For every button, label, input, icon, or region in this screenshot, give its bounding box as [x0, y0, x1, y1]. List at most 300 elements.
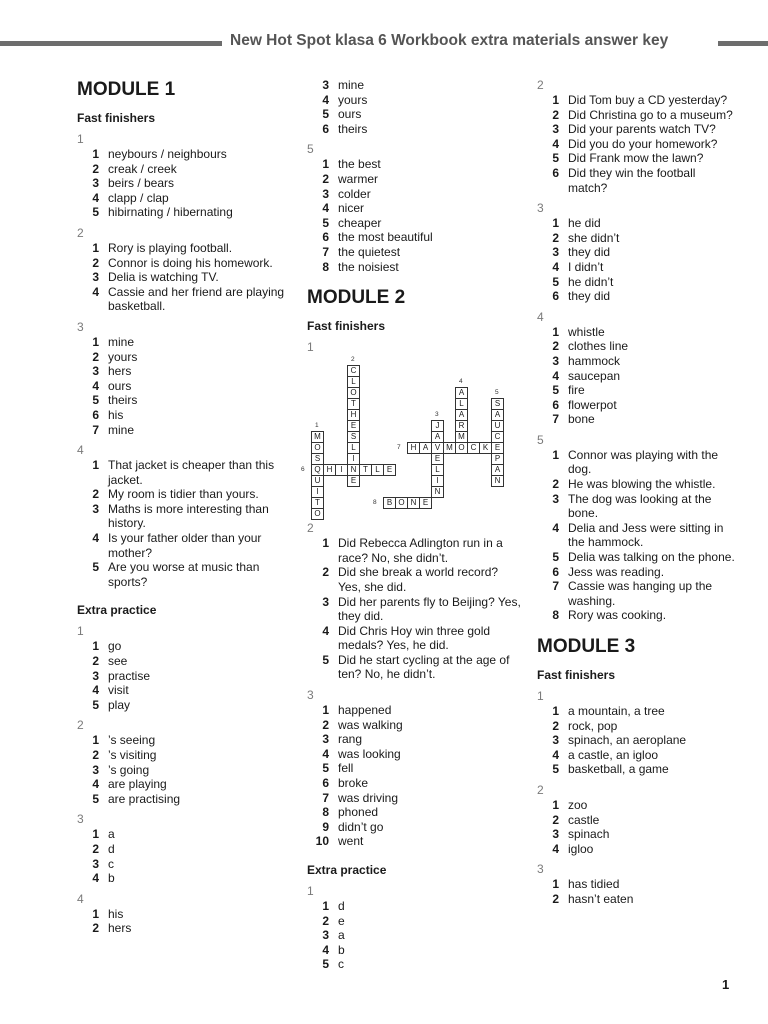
answer-item [77, 683, 287, 698]
crossword-clue-number: 3 [435, 411, 439, 419]
answer-item [537, 579, 737, 608]
answer-text: went [338, 834, 364, 849]
answer-number: 4 [92, 777, 99, 792]
answer-item [77, 379, 287, 394]
fast-finishers-label: Fast finishers [307, 319, 386, 334]
answer-text: clothes line [568, 339, 629, 354]
answer-item [537, 231, 737, 246]
answer-text: spinach, an aeroplane [568, 733, 687, 748]
answer-list [77, 241, 287, 314]
crossword-cell: J [431, 420, 444, 432]
crossword-cell: E [419, 497, 432, 509]
answer-text: d [338, 899, 345, 913]
answer-number: 6 [552, 289, 559, 304]
answer-number: 2 [322, 565, 329, 580]
exercise-number: 5 [307, 142, 314, 157]
answer-text: go [108, 639, 122, 654]
answer-text: e [338, 913, 345, 928]
answer-number: 5 [92, 791, 99, 806]
answer-number: 3 [552, 122, 559, 137]
answer-list [77, 733, 287, 806]
answer-list [307, 157, 522, 274]
answer-item [537, 151, 737, 166]
answer-number: 4 [322, 201, 329, 216]
answer-number: 4 [92, 378, 99, 393]
answer-item [537, 704, 737, 719]
answer-text: visit [108, 683, 129, 698]
answer-item [537, 93, 737, 108]
answer-item [537, 477, 737, 492]
answer-number: 1 [92, 906, 99, 921]
answer-item [537, 260, 737, 275]
answer-list [77, 827, 287, 885]
answer-number: 3 [92, 176, 99, 191]
crossword-cell: I [311, 486, 324, 498]
crossword-cell: H [323, 464, 336, 476]
answer-item [77, 408, 287, 423]
answer-text: ours [338, 107, 362, 122]
answer-number: 3 [322, 594, 329, 609]
answer-number: 1 [552, 704, 559, 718]
answer-item [537, 762, 737, 777]
answer-number: 5 [92, 393, 99, 408]
answer-text: d [108, 841, 115, 856]
crossword-cell: K [479, 442, 492, 454]
crossword-cell: L [431, 464, 444, 476]
answer-text: The dog was looking at the bone. [568, 491, 712, 521]
answer-list [537, 216, 737, 304]
page-number: 1 [722, 977, 730, 992]
answer-text: igloo [568, 841, 594, 856]
answer-number: 3 [92, 668, 99, 683]
exercise-number: 4 [77, 443, 84, 458]
exercise-number: 2 [537, 782, 544, 797]
answer-number: 1 [552, 797, 559, 812]
answer-item [537, 892, 737, 907]
answer-number: 1 [92, 334, 99, 349]
answer-text: rang [338, 732, 363, 747]
answer-text: Delia and Jess were sitting in the hammock. [568, 520, 724, 550]
answer-text: he did [568, 216, 601, 231]
answer-item [307, 899, 522, 914]
answer-list [537, 93, 737, 195]
crossword-cell: L [347, 442, 360, 454]
answer-number: 2 [92, 748, 99, 762]
answer-text: beirs / bears [108, 176, 175, 191]
answer-item [307, 747, 522, 762]
answer-number: 2 [92, 841, 99, 856]
crossword-cell: L [371, 464, 384, 476]
exercise-number: 1 [77, 132, 84, 146]
answer-text: ours [108, 378, 132, 393]
answer-number: 2 [322, 717, 329, 732]
answer-text: they did [568, 245, 611, 260]
answer-text: hers [108, 364, 132, 379]
answer-list [307, 899, 522, 972]
answer-item [307, 624, 522, 653]
answer-text: didn’t go [338, 819, 384, 834]
crossword-cell: T [311, 497, 324, 509]
answer-text: flowerpot [568, 397, 617, 412]
crossword-cell: N [431, 486, 444, 498]
answer-number: 6 [552, 165, 559, 180]
answer-text: b [108, 871, 115, 886]
answer-number: 1 [92, 147, 99, 161]
answer-text: cheaper [338, 215, 382, 230]
answer-item [307, 805, 522, 820]
answer-text: ’s visiting [108, 748, 157, 762]
answer-number: 3 [322, 186, 329, 201]
answer-item [77, 285, 287, 314]
crossword-cell: H [407, 442, 420, 454]
answer-number: 1 [92, 639, 99, 654]
answer-list [537, 448, 737, 623]
crossword-clue-number: 1 [315, 422, 319, 430]
answer-number: 5 [92, 205, 99, 220]
answer-number: 6 [552, 564, 559, 579]
crossword-cell: E [347, 475, 360, 487]
answer-item [537, 492, 737, 521]
answer-text: yours [108, 349, 138, 364]
answer-text: she didn’t [568, 230, 620, 245]
answer-text: are playing [108, 777, 167, 792]
answer-number: 1 [322, 536, 329, 551]
answer-list [77, 907, 287, 936]
answer-text: are practising [108, 791, 181, 806]
answer-item [537, 448, 737, 477]
exercise-number: 4 [77, 891, 84, 906]
crossword-cell: S [347, 431, 360, 443]
answer-item [537, 565, 737, 580]
answer-text: has tidied [568, 877, 620, 892]
crossword-cell: O [311, 508, 324, 520]
answer-text: Did she break a world record? Yes, she did. [338, 565, 499, 594]
answer-item [307, 201, 522, 216]
answer-number: 5 [322, 761, 329, 776]
answer-number: 3 [322, 928, 329, 943]
answer-text: hammock [568, 353, 621, 368]
answer-number: 1 [92, 733, 99, 748]
answer-number: 6 [322, 776, 329, 791]
answer-list [307, 78, 522, 136]
answer-number: 4 [552, 747, 559, 762]
answer-item [537, 369, 737, 384]
crossword-clue-number: 8 [373, 499, 377, 507]
answer-item [307, 260, 522, 275]
answer-item [77, 335, 287, 350]
crossword-cell: C [467, 442, 480, 454]
answer-text: a castle, an igloo [568, 747, 659, 762]
answer-number: 5 [92, 560, 99, 575]
answer-item [307, 776, 522, 791]
answer-item [307, 172, 522, 187]
answer-item [77, 393, 287, 408]
answer-text: see [108, 654, 128, 669]
answer-number: 3 [92, 762, 99, 777]
answer-number: 2 [552, 230, 559, 245]
answer-list [307, 536, 522, 682]
answer-item [537, 748, 737, 763]
answer-list [537, 877, 737, 906]
answer-text: Did Frank mow the lawn? [568, 151, 704, 166]
answer-text: Connor is doing his homework. [108, 255, 273, 270]
answer-item [307, 565, 522, 594]
answer-item [77, 241, 287, 256]
crossword-cell: P [491, 453, 504, 465]
answer-item [77, 792, 287, 807]
answer-number: 10 [315, 834, 329, 849]
answer-text: creak / creek [108, 161, 177, 176]
answer-item [537, 412, 737, 427]
answer-item [537, 289, 737, 304]
exercise-number: 3 [77, 319, 84, 334]
answer-text: a [338, 928, 345, 943]
crossword-cell: M [311, 431, 324, 443]
answer-item [307, 595, 522, 624]
answer-item [537, 798, 737, 813]
answer-item [77, 162, 287, 177]
answer-number: 4 [92, 531, 99, 546]
crossword-cell: E [383, 464, 396, 476]
answer-text: mine [108, 422, 135, 437]
answer-text: was driving [338, 790, 399, 805]
crossword-cell: R [455, 420, 468, 432]
crossword-clue-number: 7 [397, 444, 401, 452]
answer-number: 4 [322, 942, 329, 957]
exercise-number: 3 [307, 688, 314, 703]
answer-number: 6 [322, 230, 329, 245]
answer-item [307, 93, 522, 108]
answer-item [537, 813, 737, 828]
answer-number: 5 [552, 151, 559, 166]
answer-item [307, 718, 522, 733]
answer-text: Did Tom buy a CD yesterday? [568, 93, 728, 107]
answer-number: 4 [322, 746, 329, 761]
answer-number: 2 [322, 171, 329, 186]
answer-item [77, 458, 287, 487]
answer-text: saucepan [568, 368, 621, 383]
crossword-grid [283, 355, 523, 519]
answer-text: was walking [338, 717, 403, 732]
answer-text: a mountain, a tree [568, 704, 665, 718]
answer-item [307, 216, 522, 231]
answer-text: fell [338, 761, 354, 776]
answer-item [537, 166, 737, 195]
answer-text: clapp / clap [108, 190, 169, 205]
answer-item [537, 354, 737, 369]
answer-text: hers [108, 921, 132, 936]
answer-text: Cassie and her friend are playing basketball. [108, 284, 285, 314]
crossword-cell: A [431, 431, 444, 443]
answer-text: his [108, 906, 124, 921]
answer-text: Did Chris Hoy win three gold medals? Yes, he did. [338, 623, 491, 653]
exercise-number: 5 [537, 432, 544, 447]
answer-item [77, 669, 287, 684]
exercise-number: 3 [77, 812, 84, 827]
answer-text: c [108, 856, 114, 871]
answer-number: 8 [322, 805, 329, 820]
answer-number: 2 [92, 654, 99, 669]
answer-item [537, 877, 737, 892]
answer-number: 5 [552, 762, 559, 777]
crossword-cell: T [347, 398, 360, 410]
answer-text: That jacket is cheaper than this jacket. [108, 458, 275, 487]
answer-text: Did they win the football match? [568, 165, 696, 195]
answer-item [77, 502, 287, 531]
answer-item [307, 107, 522, 122]
answer-text: Delia was talking on the phone. [568, 550, 735, 565]
answer-text: zoo [568, 797, 588, 812]
header-rule-left [0, 41, 222, 46]
column-left [77, 78, 287, 936]
answer-text: b [338, 942, 345, 957]
answer-number: 1 [322, 157, 329, 172]
answer-text: neybours / neighbours [108, 147, 227, 161]
answer-item [537, 827, 737, 842]
crossword-cell: Q [311, 464, 324, 476]
exercise-number: 1 [537, 689, 544, 703]
answer-item [307, 245, 522, 260]
answer-number: 1 [92, 827, 99, 842]
crossword-cell: O [311, 442, 324, 454]
crossword-cell: A [491, 464, 504, 476]
crossword-cell: M [455, 431, 468, 443]
answer-item [537, 608, 737, 623]
answer-text: theirs [338, 121, 368, 136]
answer-item [77, 487, 287, 502]
answer-number: 1 [552, 877, 559, 892]
crossword-cell: N [491, 475, 504, 487]
crossword-cell: O [455, 442, 468, 454]
crossword-cell: A [491, 409, 504, 421]
answer-item [537, 137, 737, 152]
crossword-cell: N [407, 497, 420, 509]
answer-number: 4 [92, 190, 99, 205]
answer-list [537, 798, 737, 856]
exercise-number: 1 [307, 884, 314, 898]
crossword-cell: H [347, 409, 360, 421]
answer-number: 4 [322, 623, 329, 638]
answer-text: hasn’t eaten [568, 891, 634, 906]
crossword-cell: S [311, 453, 324, 465]
answer-number: 7 [322, 244, 329, 259]
answer-item [307, 536, 522, 565]
answer-item [77, 531, 287, 560]
answer-list [77, 639, 287, 712]
answer-item [77, 256, 287, 271]
answer-number: 2 [552, 339, 559, 354]
answer-text: Maths is more interesting than history. [108, 501, 269, 531]
answer-text: Connor was playing with the dog. [568, 447, 719, 477]
answer-item [77, 364, 287, 379]
answer-text: broke [338, 776, 369, 791]
crossword-cell: C [491, 431, 504, 443]
answer-number: 4 [322, 92, 329, 107]
answer-text: Rory is playing football. [108, 240, 233, 255]
answer-item [307, 791, 522, 806]
answer-number: 1 [552, 447, 559, 462]
answer-item [307, 914, 522, 929]
crossword-clue-number: 2 [351, 356, 355, 364]
answer-number: 3 [92, 856, 99, 871]
crossword-cell: S [491, 398, 504, 410]
answer-item [307, 943, 522, 958]
answer-text: Did Rebecca Adlington run in a race? No, she didn’t. [338, 536, 503, 565]
answer-number: 3 [552, 245, 559, 260]
answer-number: 5 [92, 697, 99, 712]
exercise-number: 1 [307, 340, 314, 355]
answer-number: 2 [92, 921, 99, 936]
answer-text: bone [568, 412, 595, 427]
answer-list [307, 703, 522, 849]
answer-item [77, 639, 287, 654]
answer-list [77, 147, 287, 220]
answer-text: phoned [338, 805, 379, 820]
answer-item [307, 122, 522, 137]
answer-text: the best [338, 157, 381, 172]
answer-item [77, 423, 287, 438]
answer-number: 3 [322, 78, 329, 92]
column-middle [301, 78, 522, 972]
answer-item [307, 78, 522, 93]
answer-number: 3 [552, 733, 559, 748]
answer-text: Is your father older than your mother? [108, 531, 262, 560]
crossword-cell: I [347, 453, 360, 465]
answer-text: Did he start cycling at the age of ten? No, he didn’t. [338, 652, 510, 682]
answer-item [77, 763, 287, 778]
answer-text: Did her parents fly to Beijing? Yes, they did. [338, 594, 521, 624]
answer-number: 5 [552, 383, 559, 398]
answer-text: My room is tidier than yours. [108, 487, 259, 502]
answer-number: 4 [552, 368, 559, 383]
answer-text: play [108, 697, 131, 712]
extra-practice-label: Extra practice [307, 863, 387, 877]
answer-text: practise [108, 668, 151, 683]
crossword-cell: U [491, 420, 504, 432]
answer-text: c [338, 957, 344, 972]
fast-finishers-label: Fast finishers [77, 111, 156, 125]
answer-text: a [108, 827, 115, 842]
crossword-cell: A [419, 442, 432, 454]
header-rule-right [718, 41, 768, 46]
answer-number: 4 [552, 259, 559, 274]
answer-item [307, 928, 522, 943]
answer-text: mine [338, 78, 365, 92]
crossword-clue-number: 6 [301, 466, 305, 474]
answer-item [307, 820, 522, 835]
answer-number: 8 [552, 608, 559, 623]
answer-text: the most beautiful [338, 230, 433, 245]
answer-number: 3 [92, 501, 99, 516]
exercise-number: 1 [77, 624, 84, 639]
answer-number: 1 [552, 93, 559, 107]
answer-item [307, 157, 522, 172]
answer-item [77, 270, 287, 285]
exercise-number: 3 [537, 201, 544, 216]
answer-number: 2 [92, 349, 99, 364]
answer-number: 2 [552, 718, 559, 733]
crossword-cell: T [359, 464, 372, 476]
answer-number: 9 [322, 819, 329, 834]
answer-item [77, 654, 287, 669]
answer-number: 2 [552, 891, 559, 906]
answer-number: 2 [92, 487, 99, 502]
answer-item [77, 921, 287, 936]
answer-text: warmer [338, 171, 379, 186]
answer-item [307, 230, 522, 245]
answer-item [307, 834, 522, 849]
answer-text: yours [338, 92, 368, 107]
